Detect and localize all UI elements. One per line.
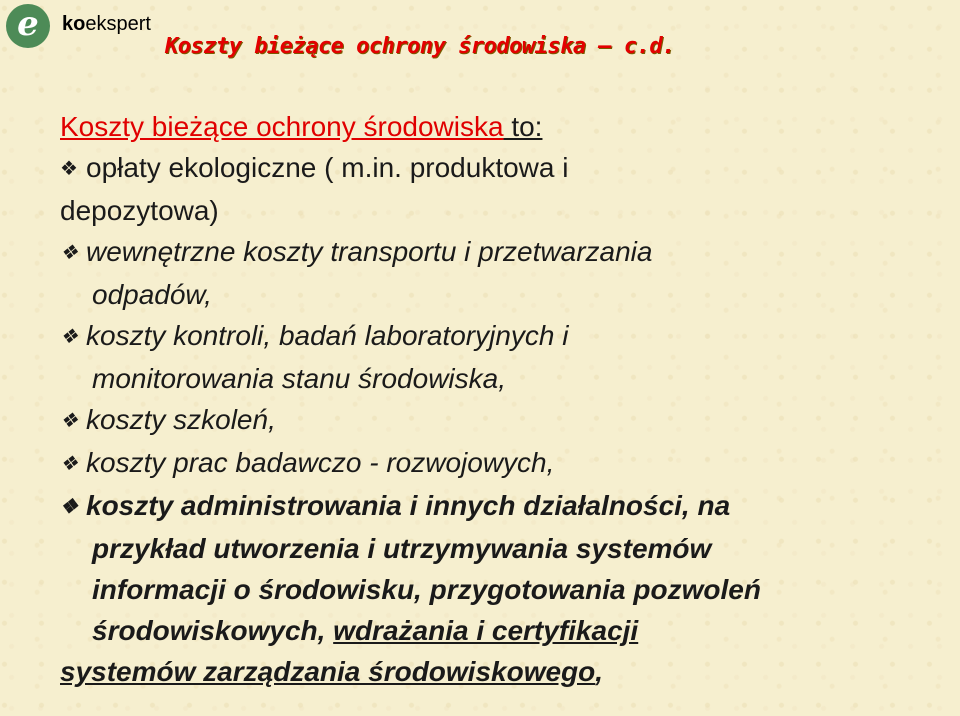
logo-emblem: [6, 4, 50, 48]
list-item: ❖ koszty kontroli, badań laboratoryjnych i monitorowania stanu środowiska,: [60, 315, 940, 399]
list-item: ❖ wewnętrzne koszty transportu i przetwarzania odpadów,: [60, 231, 940, 315]
intro-red: Koszty bieżące ochrony środowiska: [60, 111, 504, 142]
koekspert-logo: [6, 4, 176, 48]
list-item: ❖ koszty prac badawczo - rozwojowych,: [60, 442, 940, 485]
diamond-bullet-icon: ❖: [60, 326, 78, 348]
diamond-bullet-icon: ❖: [60, 158, 78, 180]
list-item: ❖ opłaty ekologiczne ( m.in. produktowa i depozytowa): [60, 147, 940, 231]
logo-letter: e: [17, 4, 39, 44]
intro-tail: to:: [503, 111, 543, 142]
intro-line: [60, 106, 940, 147]
slide-body: [60, 106, 940, 692]
logo-brand-text: koekspert: [62, 13, 151, 35]
list-item: ❖ koszty szkoleń,: [60, 399, 940, 442]
diamond-bullet-icon: ❖: [60, 496, 78, 518]
diamond-bullet-icon: ❖: [60, 242, 78, 264]
slide-title: Koszty bieżące ochrony środowiska – c.d.: [165, 34, 675, 59]
diamond-bullet-icon: ❖: [60, 410, 78, 432]
list-item: ❖ koszty administrowania i innych działalności, na przykład utworzenia i utrzymywania systemów informacji o środowisku, przygotowania pozwoleń środowiskowych, wdrażania i certyfikacji systemów zarządzania środowiskowego,: [60, 485, 940, 692]
diamond-bullet-icon: ❖: [60, 453, 78, 475]
